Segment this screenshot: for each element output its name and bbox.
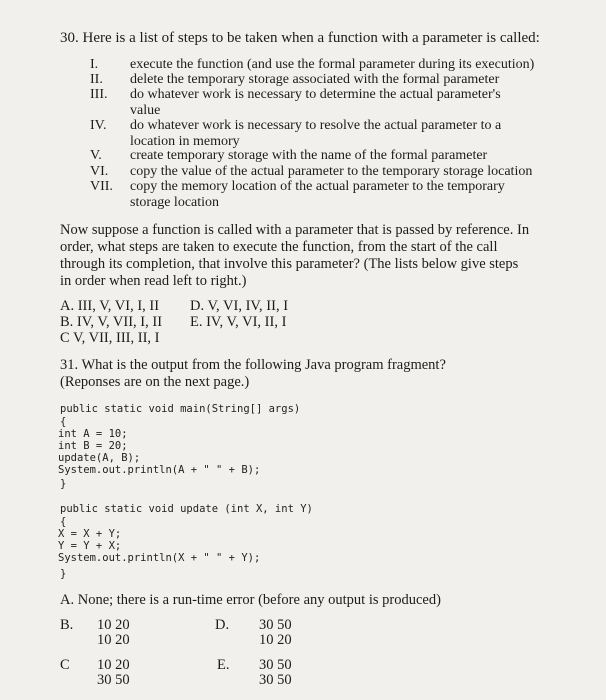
code-line: } xyxy=(60,478,67,490)
step-text: copy the memory location of the actual parameter to the temporary xyxy=(130,179,505,194)
answer-e-label: E. xyxy=(217,657,230,673)
option-d: D. V, VI, IV, II, I xyxy=(190,298,289,314)
answer-c-line2: 30 50 xyxy=(97,672,130,688)
answer-e-line2: 30 50 xyxy=(259,672,292,688)
step-text: do whatever work is necessary to determine the actual parameter's xyxy=(130,87,501,102)
option-a: A. III, V, VI, I, II xyxy=(60,298,160,314)
code-line: System.out.println(A + " " + B); xyxy=(58,464,261,476)
step-text: delete the temporary storage associated with the formal parameter xyxy=(130,72,500,87)
step-number: II. xyxy=(90,72,103,87)
step-number: I. xyxy=(90,57,99,72)
code-line: { xyxy=(60,516,67,528)
step-number: III. xyxy=(90,87,108,102)
answer-b-line1: 10 20 xyxy=(97,617,130,633)
question-30-paragraph xyxy=(60,222,529,290)
step-text-cont: location in memory xyxy=(130,134,240,149)
option-b: B. IV, V, VII, I, II xyxy=(60,314,163,330)
step-number: VII. xyxy=(90,179,113,194)
question-31-title xyxy=(60,357,446,391)
answer-d-line2: 10 20 xyxy=(259,632,292,648)
code-line: } xyxy=(60,568,67,580)
code-line: Y = Y + X; xyxy=(58,540,122,552)
paragraph-line: Now suppose a function is called with a parameter that is passed by reference. In xyxy=(60,222,530,238)
title-line: (Reponses are on the next page.) xyxy=(60,374,250,390)
answer-b-label: B. xyxy=(60,617,74,633)
answer-b-line2: 10 20 xyxy=(97,632,130,648)
step-text: execute the function (and use the formal parameter during its execution) xyxy=(130,57,535,72)
answer-c-line1: 10 20 xyxy=(97,657,130,673)
code-line: public static void update (int X, int Y) xyxy=(60,503,313,515)
answer-e-line1: 30 50 xyxy=(259,657,292,673)
paragraph-line: in order when read left to right.) xyxy=(60,273,247,289)
code-line: System.out.println(X + " " + Y); xyxy=(58,552,261,564)
step-number: V. xyxy=(90,148,102,163)
code-line: int B = 20; xyxy=(58,440,128,452)
code-line: int A = 10; xyxy=(58,428,128,440)
step-text: create temporary storage with the name of the formal parameter xyxy=(130,148,488,163)
title-line: 31. What is the output from the following Java program fragment? xyxy=(60,357,446,373)
question-30-title: 30. Here is a list of steps to be taken when a function with a parameter is called: xyxy=(60,30,540,46)
paragraph-line: through its completion, that involve this parameter? (The lists below give steps xyxy=(60,256,519,272)
step-text: copy the value of the actual parameter to the temporary storage location xyxy=(130,164,533,179)
answer-a: A. None; there is a run-time error (before any output is produced) xyxy=(60,592,441,608)
code-line: X = X + Y; xyxy=(58,528,122,540)
answer-d-line1: 30 50 xyxy=(259,617,292,633)
step-text-cont: value xyxy=(130,103,161,118)
answer-d-label: D. xyxy=(215,617,230,633)
step-text: do whatever work is necessary to resolve the actual parameter to a xyxy=(130,118,502,133)
code-line: public static void main(String[] args) xyxy=(60,403,301,415)
answer-c-label: C xyxy=(60,657,70,673)
step-text-cont: storage location xyxy=(130,195,220,210)
step-number: VI. xyxy=(90,164,109,179)
step-number: IV. xyxy=(90,118,107,133)
option-e: E. IV, V, VI, II, I xyxy=(190,314,287,330)
option-c: C V, VII, III, II, I xyxy=(60,330,160,346)
paragraph-line: order, what steps are taken to execute the function, from the start of the call xyxy=(60,239,498,255)
code-line: update(A, B); xyxy=(58,452,141,464)
code-line: { xyxy=(60,416,67,428)
